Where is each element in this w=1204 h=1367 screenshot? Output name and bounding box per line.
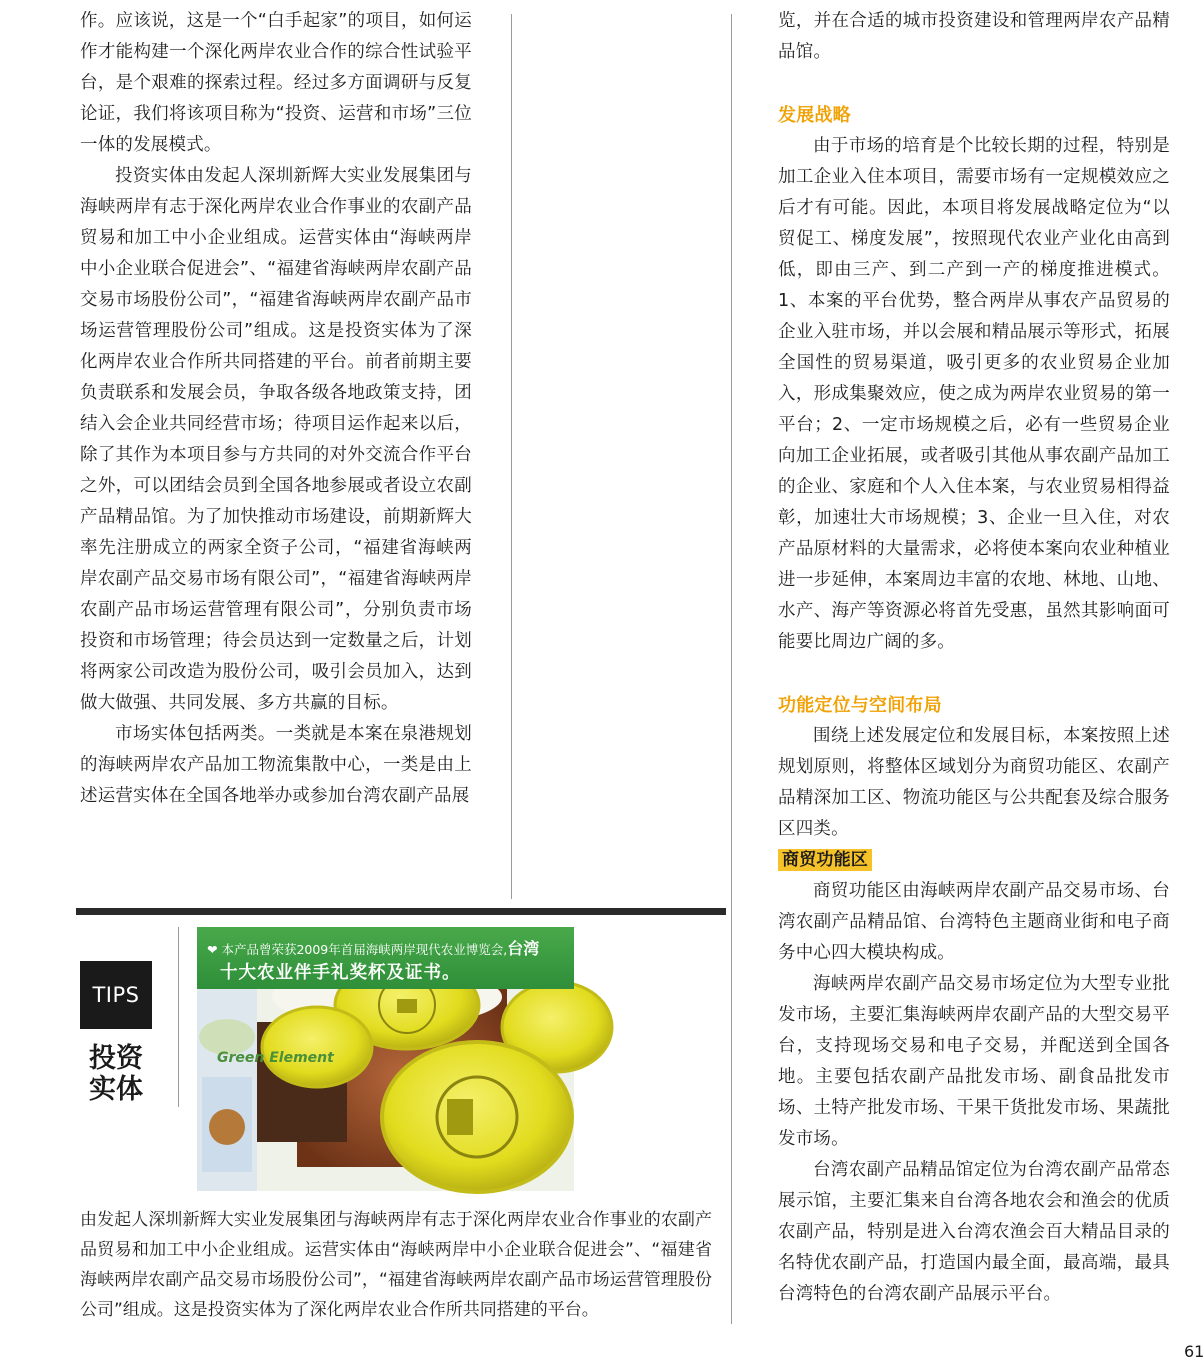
page-number: 61 — [1184, 1342, 1204, 1361]
award-banner — [197, 927, 574, 989]
body-paragraph: 投资实体由发起人深圳新辉大实业发展集团与海峡两岸有志于深化两岸农业合作事业的农副产品贸易和加工中小企业组成。运营实体由“海峡两岸中小企业联合促进会”、“福建省海峡两岸农副产品交易市场股份公司”，“福建省海峡两岸农副产品市场运营管理股份公司”组成。这是投资实体为了深化两岸农业合作所共同搭建的平台。前者前期主要负责联系和发展会员，争取各级各地政策支持，团结入会企业共同经营市场；待项目运作起来以后，除了其作为本项目参与方共同的对外交流合作平台之外，可以团结会员到全国各地参展或者设立农副产品精品馆。为了加快推动市场建设，前期新辉大率先注册成立的两家全资子公司，“福建省海峡两岸农副产品交易市场有限公司”，“福建省海峡两岸农副产品市场运营管理有限公司”，分别负责市场投资和市场管理；待会员达到一定数量之后，计划将两家公司改造为股份公司，吸引会员加入，达到做大做强、共同发展、多方共赢的目标。 — [80, 166, 472, 713]
column-divider-left — [511, 14, 512, 899]
left-text-column — [80, 6, 472, 812]
body-paragraph: 围绕上述发展定位和发展目标，本案按照上述规划原则，将整体区域划分为商贸功能区、农副产品精深加工区、物流功能区与公共配套及综合服务区四类。 — [778, 726, 1170, 839]
tips-title: 投资实体 — [89, 1043, 143, 1105]
body-paragraph: 商贸功能区由海峡两岸农副产品交易市场、台湾农副产品精品馆、台湾特色主题商业街和电子商务中心四大模块构成。 — [778, 881, 1170, 963]
section-heading-layout: 功能定位与空间布局 — [778, 695, 942, 716]
body-paragraph: 市场实体包括两类。一类就是本案在泉港规划的海峡两岸农产品加工物流集散中心，一类是由上述运营实体在全国各地举办或参加台湾农副产品展 — [80, 724, 472, 806]
body-paragraph: 览，并在合适的城市投资建设和管理两岸农产品精品馆。 — [778, 11, 1170, 62]
tips-label-box: TIPS — [80, 961, 152, 1029]
award-banner-emphasis: 台湾 — [507, 939, 540, 958]
column-divider-right — [731, 14, 732, 1324]
award-banner-prefix: ❤ 本产品曾荣获2009年首届海峡两岸现代农业博览会, — [207, 942, 508, 957]
tips-caption: 由发起人深圳新辉大实业发展集团与海峡两岸有志于深化两岸农业合作事业的农副产品贸易和加工中小企业组成。运营实体由“海峡两岸中小企业联合促进会”、“福建省海峡两岸农副产品交易市场股份公司”，“福建省海峡两岸农副产品市场运营管理股份公司”组成。这是投资实体为了深化两岸农业合作所共同搭建的平台。 — [80, 1210, 712, 1320]
right-text-column — [778, 6, 1170, 1310]
award-banner-line2: 十大农业伴手礼奖杯及证书。 — [220, 963, 461, 983]
section-heading-strategy: 发展战略 — [778, 105, 851, 126]
product-photo — [197, 927, 574, 1191]
tips-top-rule — [76, 908, 726, 915]
brand-text: Green Element — [217, 1050, 334, 1066]
body-paragraph: 由于市场的培育是个比较长期的过程，特别是加工企业入住本项目，需要市场有一定规模效应之后才有可能。因此，本项目将发展战略定位为“以贸促工、梯度发展”，按照现代农业产业化由高到低，即由三产、到二产到一产的梯度推进模式。1、本案的平台优势，整合两岸从事农产品贸易的企业入驻市场，并以会展和精品展示等形式，拓展全国性的贸易渠道，吸引更多的农业贸易企业加入，形成集聚效应，使之成为两岸农业贸易的第一平台；2、一定市场规模之后，必有一些贸易企业向加工企业拓展，或者吸引其他从事农副产品加工的企业、家庭和个人入住本案，与农业贸易相得益彰，加速壮大市场规模；3、企业一旦入住，对农产品原材料的大量需求，必将使本案向农业种植业进一步延伸，本案周边丰富的农地、林地、山地、水产、海产等资源必将首先受惠，虽然其影响面可能要比周边广阔的多。 — [778, 136, 1170, 652]
award-banner-line1 — [207, 941, 539, 958]
body-paragraph: 台湾农副产品精品馆定位为台湾农副产品常态展示馆，主要汇集来自台湾各地农会和渔会的优质农副产品，特别是进入台湾农渔会百大精品目录的名特优农副产品，打造国内最全面，最高端，最具台湾特色的台湾农副产品展示平台。 — [778, 1160, 1170, 1304]
tips-divider — [178, 927, 179, 1107]
body-paragraph: 海峡两岸农副产品交易市场定位为大型专业批发市场，主要汇集海峡两岸农副产品的大型交易平台，支持现场交易和电子交易，并配送到全国各地。主要包括农副产品批发市场、副食品批发市场、土特产批发市场、干果干货批发市场、果蔬批发市场。 — [778, 974, 1170, 1149]
body-paragraph: 作。应该说，这是一个“白手起家”的项目，如何运作才能构建一个深化两岸农业合作的综合性试验平台，是个艰难的探索过程。经过多方面调研与反复论证，我们将该项目称为“投资、运营和市场”三位一体的发展模式。 — [80, 11, 472, 155]
subsection-heading-commerce: 商贸功能区 — [778, 849, 872, 871]
